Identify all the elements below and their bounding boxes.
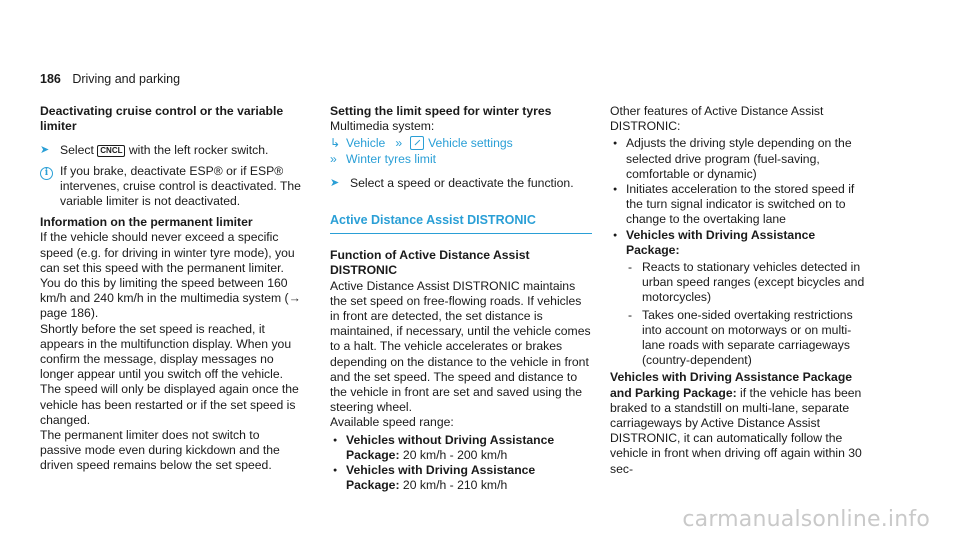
watermark: carmanualsonline.info bbox=[682, 506, 930, 532]
chapter-title: Driving and parking bbox=[72, 72, 181, 86]
info-icon: i bbox=[40, 167, 53, 180]
heading-deactivating: Deactivating cruise control or the variable limiter bbox=[40, 104, 284, 134]
parking-package-paragraph: Vehicles with Driving Assistance Package and Parking Package: if the vehicle has been braked to a standstill on multi-lane, separate carriageways by Active Distance Assist DISTRONIC, it can automatically follow the vehicle in front when driving off again within 30 sec- bbox=[610, 370, 862, 476]
step-select-cncl: ➤ Select CNCL with the left rocker switch. bbox=[40, 143, 269, 158]
note-esp: i If you brake, deactivate ESP® or if ESP® intervenes, cruise control is deactivated. The variable limiter is not deactivated. bbox=[40, 164, 302, 210]
page-header bbox=[40, 72, 180, 87]
heading-permanent-limiter: Information on the permanent limiter bbox=[40, 215, 253, 230]
features-intro: Other features of Active Distance Assist DISTRONIC: bbox=[610, 104, 824, 134]
section-title-distronic: Active Distance Assist DISTRONIC bbox=[330, 213, 592, 234]
menu-path bbox=[330, 136, 592, 166]
perm-paragraph-3: Shortly before the set speed is reached, it appears in the multifunction display. When you confirm the message, display messages no longer appear until you switch off the vehicle. The speed will only be displayed again once the vehicle has been restarted or if the set speed is changed. bbox=[40, 321, 299, 427]
features-list bbox=[610, 136, 872, 368]
list-item: ● Adjusts the driving style depending on the selected drive program (fuel-saving, comfortable or dynamic) bbox=[610, 136, 872, 182]
sub-feature-list bbox=[626, 260, 872, 368]
step-arrow-icon: ➤ bbox=[330, 176, 340, 189]
list-item: ● Initiates acceleration to the stored speed if the turn signal indicator is switched on to change to the overtaking lane bbox=[610, 182, 872, 228]
speed-range-list bbox=[330, 433, 592, 494]
heading-winter-tyres: Setting the limit speed for winter tyres bbox=[330, 104, 552, 118]
column-middle bbox=[330, 104, 592, 493]
double-chevron-icon: » bbox=[395, 136, 403, 151]
vehicle-settings-icon bbox=[410, 136, 424, 150]
multimedia-label: Multimedia system: bbox=[330, 119, 435, 134]
page-number: 186 bbox=[40, 72, 61, 86]
menu-vehicle[interactable]: Vehicle bbox=[346, 136, 386, 151]
menu-vehicle-settings[interactable]: Vehicle settings bbox=[428, 136, 513, 151]
list-item: - Reacts to stationary vehicles detected in urban speed ranges (except bicycles and motorcycles) bbox=[626, 260, 872, 306]
list-item: ● Vehicles with Driving Assistance Package: 20 km/h - 210 km/h bbox=[330, 463, 592, 493]
list-item: ● Vehicles with Driving Assistance Package: - Reacts to stationary vehicles detected in urban speed ranges (except bicycles and motorcycles) - Takes one-sided overtaking restrictions into account on motorways or on multi-lane roads with separate carriageways (country-dependent) bbox=[610, 228, 872, 369]
cncl-button-icon: CNCL bbox=[97, 145, 125, 157]
speed-range-intro: Available speed range: bbox=[330, 415, 454, 430]
column-left bbox=[40, 104, 302, 474]
perm-paragraph-4: The permanent limiter does not switch to passive mode even during kickdown and the driven speed remains below the set speed. bbox=[40, 428, 280, 473]
step-arrow-icon: ➤ bbox=[40, 144, 50, 157]
list-item: ● Vehicles without Driving Assistance Package: 20 km/h - 200 km/h bbox=[330, 433, 592, 463]
step-select-speed: ➤ Select a speed or deactivate the function. bbox=[330, 175, 574, 190]
menu-winter-tyres-limit[interactable]: Winter tyres limit bbox=[346, 151, 437, 166]
perm-paragraph-2: You do this by limiting the speed between 160 km/h and 240 km/h in the multimedia system (→ page 186). bbox=[40, 276, 301, 321]
perm-paragraph-1: If the vehicle should never exceed a specific speed (e.g. for driving in winter tyre mode), you can set this speed with the permanent limiter. bbox=[40, 230, 295, 275]
list-item: - Takes one-sided overtaking restrictions into account on motorways or on multi-lane roads with separate carriageways (country-dependent) bbox=[626, 308, 872, 369]
heading-function-distronic: Function of Active Distance Assist DISTRONIC bbox=[330, 248, 530, 278]
function-paragraph: Active Distance Assist DISTRONIC maintains the set speed on free-flowing roads. If vehicles in front are detected, the set distance is maintained, if necessary, until the vehicle comes to a halt. The vehicle accelerates or brakes depending on the distance to the vehicle in front and the set speed. The speed and distance to the vehicle in front are set and saved using the steering wheel. bbox=[330, 278, 591, 415]
column-right bbox=[610, 104, 872, 477]
menu-entry-icon: ↳ bbox=[330, 136, 341, 151]
double-chevron-icon: » bbox=[330, 151, 337, 166]
